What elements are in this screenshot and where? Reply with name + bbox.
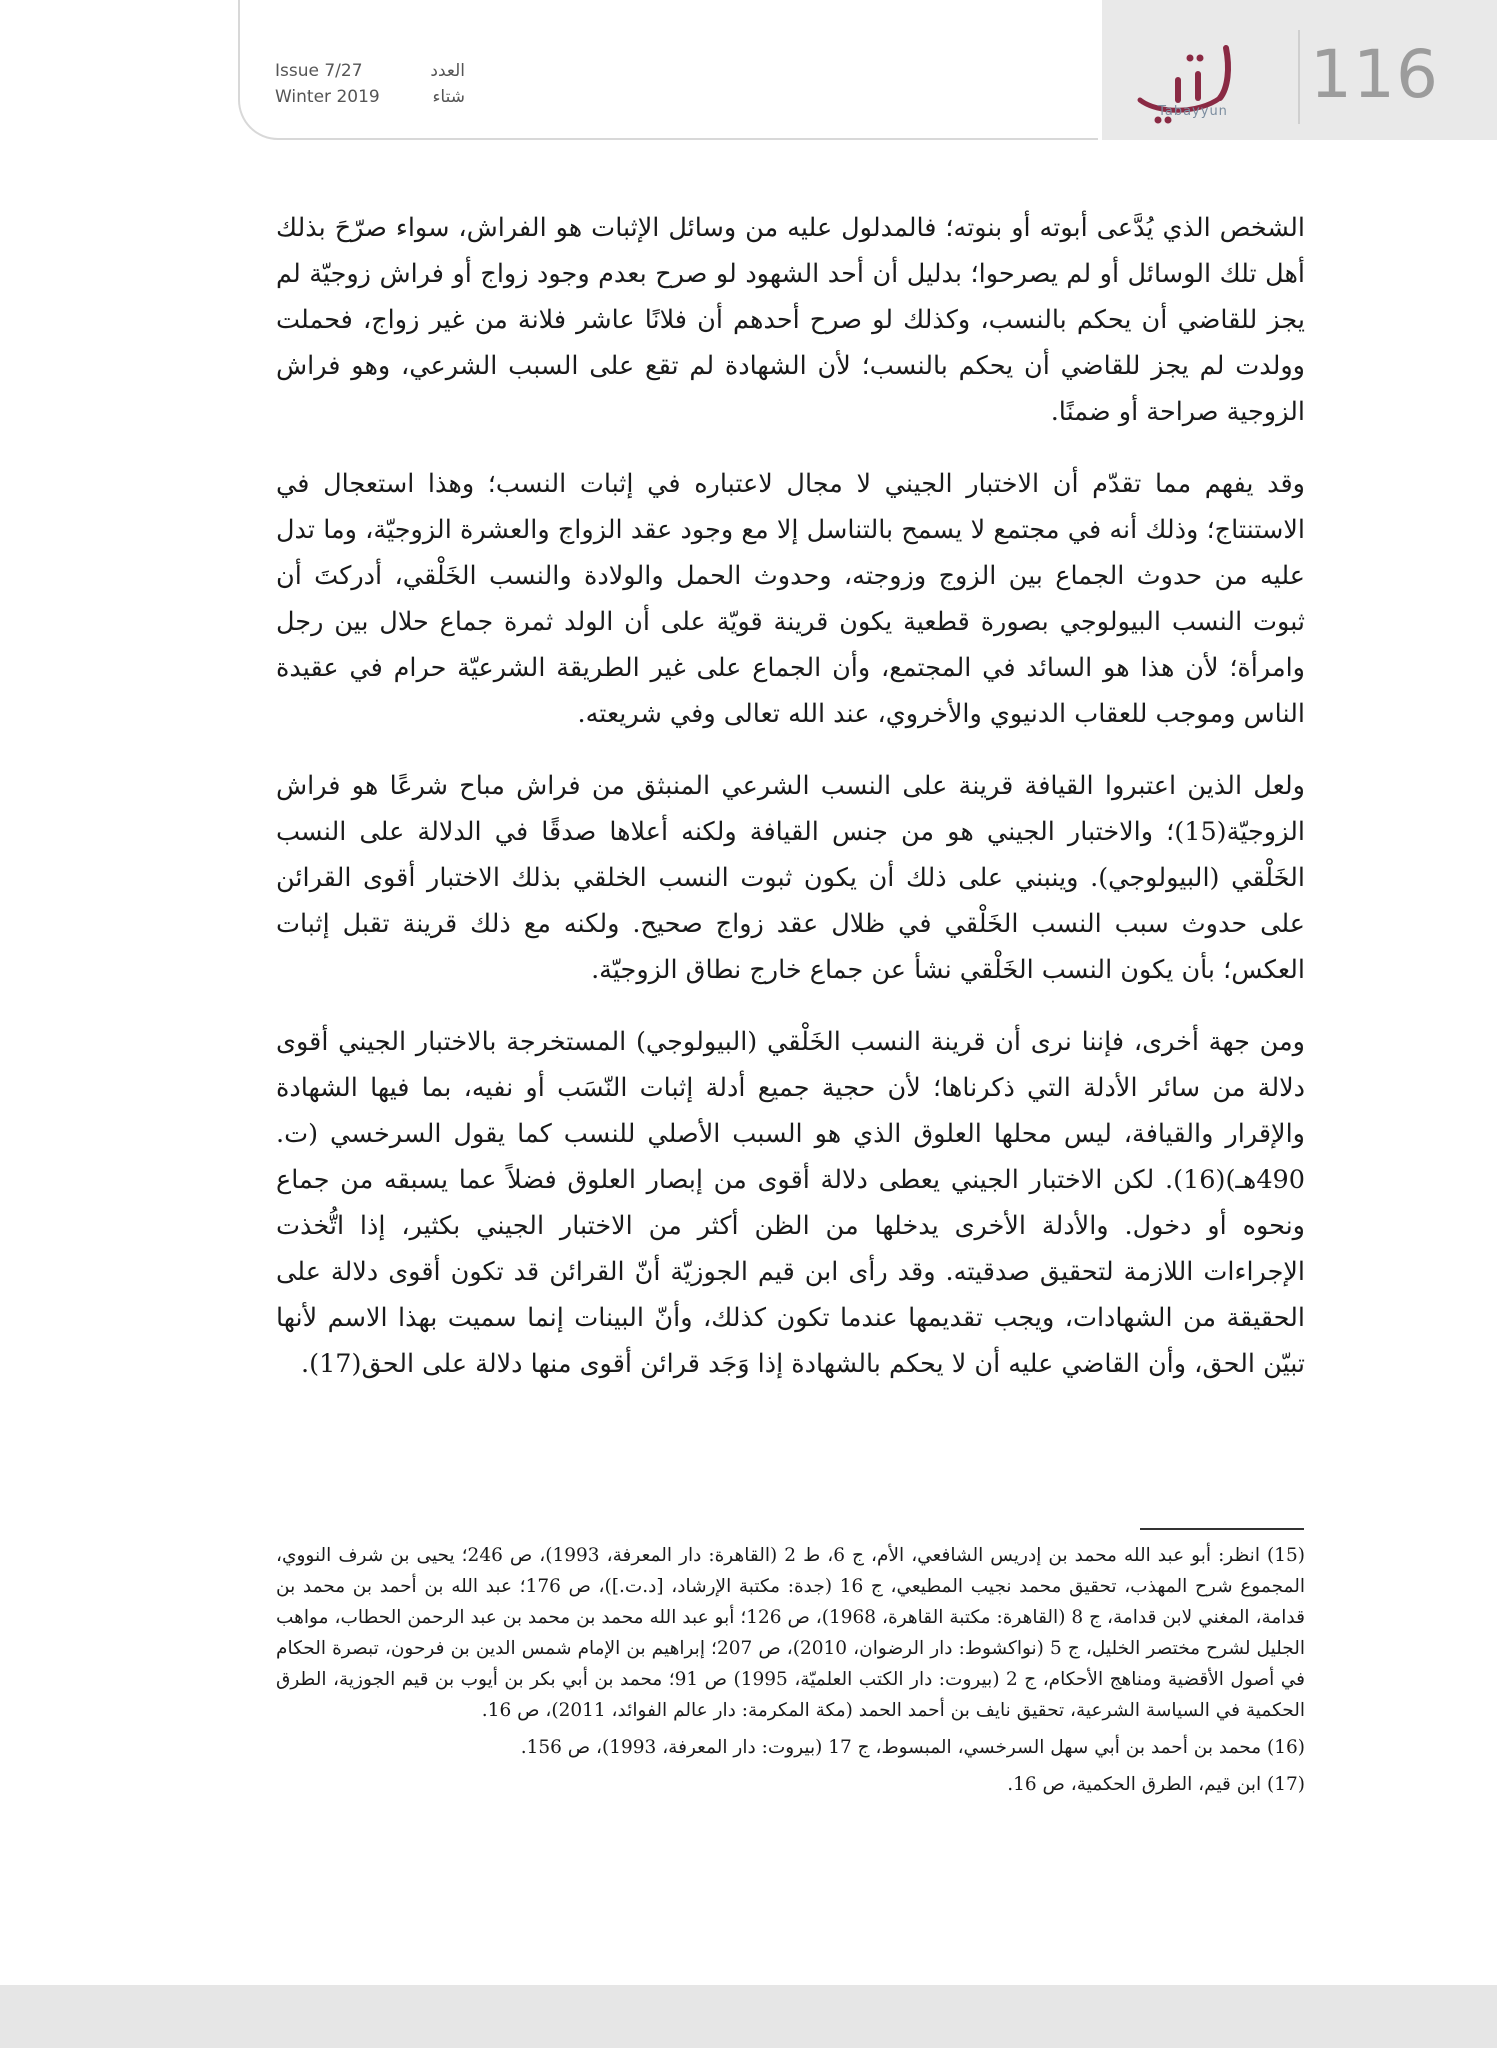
footnote-separator bbox=[1140, 1528, 1304, 1530]
season-ar: شتاء bbox=[432, 87, 465, 107]
logo-latin-text: Tabayyun bbox=[1158, 104, 1228, 119]
footnote-16: (16) محمد بن أحمد بن أبي سهل السرخسي، المبسوط، ج 17 (بيروت: دار المعرفة، 1993)، ص 156. bbox=[520, 1737, 1305, 1758]
paragraph: الشخص الذي يُدَّعى أبوته أو بنوته؛ فالمدلول عليه من وسائل الإثبات هو الفراش، سواء صرّحَ بذلك أهل تلك الوسائل أو لم يصرحوا؛ بدليل أن أحد الشهود لو صرح بعدم وجود زواج أو فراش زوجيّة لم يجز للقاضي أن يحكم بالنسب، وكذلك لو صرح أحدهم أن فلانًا عاشر فلانة من غير زواج، فحملت وولدت لم يجز للقاضي أن يحكم بالنسب؛ لأن الشهادة لم تقع على السبب الشرعي، وهو فراش الزوجية صراحة أو ضمنًا. bbox=[276, 213, 1305, 427]
footnotes bbox=[276, 1540, 1305, 1806]
footnote-17: (17) ابن قيم، الطرق الحكمية، ص 16. bbox=[1007, 1774, 1305, 1795]
issue-label-en: Issue 7/27 bbox=[275, 61, 363, 81]
article-body bbox=[276, 205, 1305, 1413]
page-footer-band bbox=[0, 1985, 1497, 2048]
issue-label-ar: العدد bbox=[430, 61, 465, 81]
paragraph: ولعل الذين اعتبروا القيافة قرينة على النسب الشرعي المنبثق من فراش مباح شرعًا هو فراش الزوجيّة(15)؛ والاختبار الجيني هو من جنس القيافة ولكنه أعلاها صدقًا في الدلالة على النسب الخَلْقي (البيولوجي). وينبني على ذلك أن يكون ثبوت النسب الخلقي بذلك الاختبار أقوى القرائن على حدوث سبب النسب الخَلْقي في ظلال عقد زواج صحيح. ولكنه مع ذلك قرينة تقبل إثبات العكس؛ بأن يكون النسب الخَلْقي نشأ عن جماع خارج نطاق الزوجيّة. bbox=[276, 771, 1305, 985]
page-number: 116 bbox=[1310, 36, 1439, 113]
paragraph: ومن جهة أخرى، فإننا نرى أن قرينة النسب الخَلْقي (البيولوجي) المستخرجة بالاختبار الجيني أقوى دلالة من سائر الأدلة التي ذكرناها؛ لأن حجية جميع أدلة إثبات النّسَب أو نفيه، بما فيها الشهادة والإقرار والقيافة، ليس محلها العلوق الذي هو السبب الأصلي للنسب كما يقول السرخسي (ت. 490هـ)(16). لكن الاختبار الجيني يعطى دلالة أقوى من إبصار العلوق فضلاً عما يسبقه من جماع ونحوه أو دخول. والأدلة الأخرى يدخلها من الظن أكثر من الاختبار الجيني بكثير، إذا اتُّخذت الإجراءات اللازمة لتحقيق صدقيته. وقد رأى ابن قيم الجوزيّة أنّ القرائن قد تكون أقوى دلالة على الحقيقة من الشهادات، ويجب تقديمها عندما تكون كذلك، وأنّ البينات إنما سميت بهذا الاسم لأنها تبيّن الحق، وأن القاضي عليه أن لا يحكم بالشهادة إذا وَجَد قرائن أقوى منها دلالة على الحق(17). bbox=[276, 1027, 1305, 1379]
header-divider bbox=[1298, 30, 1300, 124]
paragraph: وقد يفهم مما تقدّم أن الاختبار الجيني لا مجال لاعتباره في إثبات النسب؛ وهذا استعجال في الاستنتاج؛ وذلك أنه في مجتمع لا يسمح بالتناسل إلا مع وجود عقد الزواج والعشرة الزوجيّة، وما تدل عليه من حدوث الجماع بين الزوج وزوجته، وحدوث الحمل والولادة والنسب الخَلْقي، أدركتَ أن ثبوت النسب البيولوجي بصورة قطعية يكون قرينة قويّة على أن الولد ثمرة جماع حلال بين رجل وامرأة؛ لأن هذا هو السائد في المجتمع، وأن الجماع على غير الطريقة الشرعيّة حرام في عقيدة الناس وموجب للعقاب الدنيوي والأخروي، عند الله تعالى وفي شريعته. bbox=[276, 469, 1305, 729]
issue-info bbox=[275, 58, 465, 110]
season-en: Winter 2019 bbox=[275, 87, 380, 107]
footnote-15: (15) انظر: أبو عبد الله محمد بن إدريس الشافعي، الأم، ج 6، ط 2 (القاهرة: دار المعرفة، 1993)، ص 246؛ يحيى بن شرف النووي، المجموع شرح المهذب، تحقيق محمد نجيب المطيعي، ج 16 (جدة: مكتبة الإرشاد، [د.ت.])، ص 176؛ عبد الله بن أحمد بن محمد بن قدامة، المغني لابن قدامة، ج 8 (القاهرة: مكتبة القاهرة، 1968)، ص 126؛ أبو عبد الله محمد بن محمد بن عبد الرحمن الحطاب، مواهب الجليل لشرح مختصر الخليل، ج 5 (نواكشوط: دار الرضوان، 2010)، ص 207؛ إبراهيم بن الإمام شمس الدين بن فرحون، تبصرة الحكام في أصول الأقضية ومناهج الأحكام، ج 2 (بيروت: دار الكتب العلميّة، 1995) ص 91؛ محمد بن أبي بكر بن أيوب بن قيم الجوزية، الطرق الحكمية في السياسة الشرعية، تحقيق نايف بن أحمد الحمد (مكة المكرمة: دار عالم الفوائد، 2011)، ص 16. bbox=[276, 1545, 1305, 1721]
